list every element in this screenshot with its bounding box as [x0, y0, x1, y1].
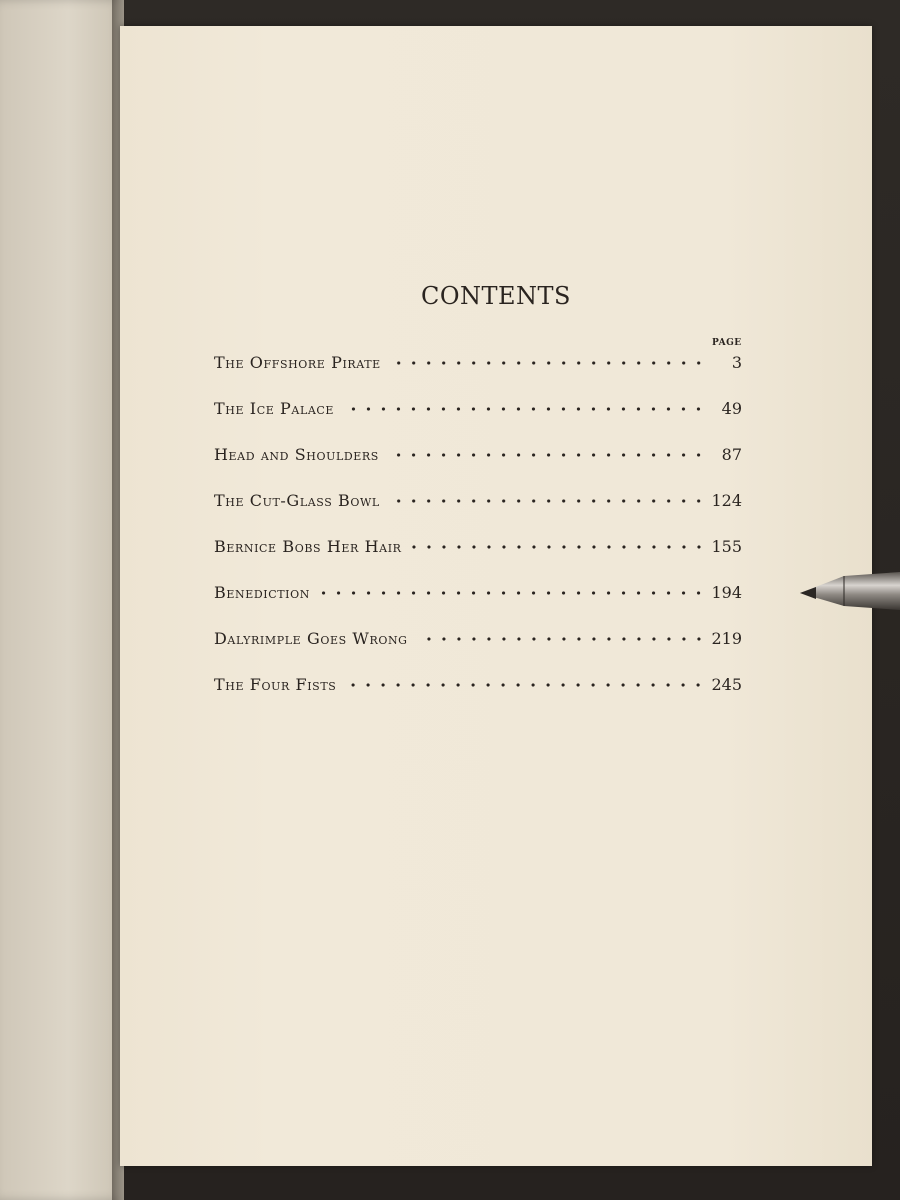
toc-entry-page: 3	[731, 353, 742, 372]
toc-entry	[214, 480, 742, 510]
toc-entry	[214, 664, 742, 694]
toc-entry-title: The Four Fists	[214, 675, 337, 694]
toc-entry-title: Head and Shoulders	[214, 445, 379, 464]
page-column-label: PAGE	[712, 338, 742, 348]
toc-entry-page: 124	[711, 491, 742, 510]
left-page	[0, 0, 124, 1200]
toc-entry	[214, 434, 742, 464]
contents-page	[120, 26, 872, 1166]
dot-leader	[410, 544, 706, 550]
toc-entry	[214, 526, 742, 556]
toc-entry-page: 219	[711, 629, 742, 648]
dot-leader	[318, 590, 706, 596]
page-title: CONTENTS	[420, 282, 571, 310]
toc-entry-title: Benediction	[214, 583, 310, 602]
toc-entry	[214, 572, 742, 602]
dot-leader	[344, 682, 706, 688]
toc-entry	[214, 342, 742, 372]
toc-entry-title: The Ice Palace	[214, 399, 335, 418]
dot-leader	[387, 452, 706, 458]
toc-entry-title: Bernice Bobs Her Hair	[214, 537, 402, 556]
toc-entry	[214, 388, 742, 418]
toc-entry-page: 49	[721, 399, 742, 418]
dot-leader	[388, 498, 706, 504]
toc-entry-page: 87	[721, 445, 742, 464]
toc-entry-page: 245	[711, 675, 742, 694]
toc-entry-title: The Offshore Pirate	[214, 353, 381, 372]
dot-leader	[342, 406, 706, 412]
toc-entry-title: Dalyrimple Goes Wrong	[214, 629, 408, 648]
toc-entry-title: The Cut-Glass Bowl	[214, 491, 380, 510]
toc-entry-page: 194	[711, 583, 742, 602]
pencil-tip-icon	[800, 564, 900, 616]
dot-leader	[389, 360, 706, 366]
dot-leader	[416, 636, 706, 642]
toc-entry	[214, 618, 742, 648]
toc-entry-page: 155	[711, 537, 742, 556]
